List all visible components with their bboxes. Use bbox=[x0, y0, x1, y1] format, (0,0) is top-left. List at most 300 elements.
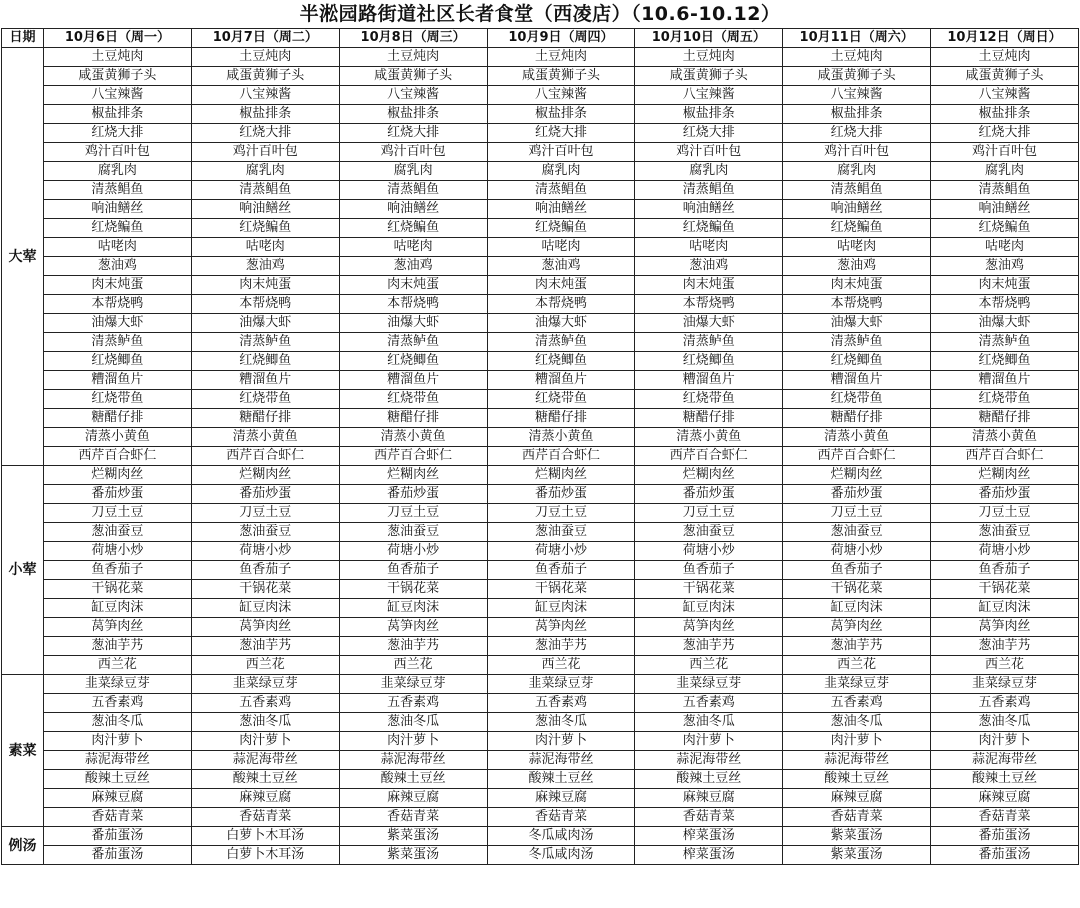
dish-cell: 榨菜蛋汤 bbox=[635, 846, 783, 865]
dish-cell: 糖醋仔排 bbox=[487, 409, 635, 428]
dish-cell: 紫菜蛋汤 bbox=[339, 827, 487, 846]
dish-cell: 葱油芋艿 bbox=[487, 637, 635, 656]
dish-cell: 本帮烧鸭 bbox=[191, 295, 339, 314]
dish-cell: 白萝卜木耳汤 bbox=[191, 827, 339, 846]
dish-cell: 响油鳝丝 bbox=[44, 200, 192, 219]
dish-cell: 红烧大排 bbox=[487, 124, 635, 143]
dish-cell: 土豆炖肉 bbox=[931, 48, 1079, 67]
dish-cell: 西兰花 bbox=[931, 656, 1079, 675]
dish-cell: 缸豆肉沫 bbox=[783, 599, 931, 618]
dish-cell: 鱼香茄子 bbox=[931, 561, 1079, 580]
dish-cell: 糖醋仔排 bbox=[191, 409, 339, 428]
dish-cell: 红烧鳊鱼 bbox=[339, 219, 487, 238]
dish-cell: 肉末炖蛋 bbox=[44, 276, 192, 295]
table-row bbox=[2, 86, 1079, 105]
dish-cell: 鸡汁百叶包 bbox=[783, 143, 931, 162]
dish-cell: 油爆大虾 bbox=[635, 314, 783, 333]
dish-cell: 香菇青菜 bbox=[191, 808, 339, 827]
dish-cell: 八宝辣酱 bbox=[339, 86, 487, 105]
dish-cell: 红烧鲫鱼 bbox=[931, 352, 1079, 371]
dish-cell: 荷塘小炒 bbox=[44, 542, 192, 561]
dish-cell: 五香素鸡 bbox=[783, 694, 931, 713]
dish-cell: 鱼香茄子 bbox=[44, 561, 192, 580]
dish-cell: 葱油蚕豆 bbox=[783, 523, 931, 542]
dish-cell: 韭菜绿豆芽 bbox=[635, 675, 783, 694]
dish-cell: 西兰花 bbox=[44, 656, 192, 675]
dish-cell: 西兰花 bbox=[635, 656, 783, 675]
dish-cell: 咕咾肉 bbox=[931, 238, 1079, 257]
dish-cell: 响油鳝丝 bbox=[931, 200, 1079, 219]
dish-cell: 荷塘小炒 bbox=[635, 542, 783, 561]
dish-cell: 荷塘小炒 bbox=[931, 542, 1079, 561]
dish-cell: 红烧带鱼 bbox=[635, 390, 783, 409]
dish-cell: 莴笋肉丝 bbox=[44, 618, 192, 637]
dish-cell: 糖醋仔排 bbox=[783, 409, 931, 428]
dish-cell: 椒盐排条 bbox=[191, 105, 339, 124]
dish-cell: 油爆大虾 bbox=[191, 314, 339, 333]
dish-cell: 本帮烧鸭 bbox=[783, 295, 931, 314]
dish-cell: 红烧大排 bbox=[191, 124, 339, 143]
dish-cell: 西兰花 bbox=[487, 656, 635, 675]
header-row bbox=[2, 29, 1079, 48]
dish-cell: 红烧鲫鱼 bbox=[44, 352, 192, 371]
dish-cell: 油爆大虾 bbox=[931, 314, 1079, 333]
day-header: 10月6日（周一） bbox=[44, 29, 192, 48]
dish-cell: 红烧带鱼 bbox=[339, 390, 487, 409]
dish-cell: 刀豆土豆 bbox=[931, 504, 1079, 523]
dish-cell: 清蒸鲈鱼 bbox=[339, 333, 487, 352]
dish-cell: 西芹百合虾仁 bbox=[783, 447, 931, 466]
table-row bbox=[2, 561, 1079, 580]
dish-cell: 蒜泥海带丝 bbox=[339, 751, 487, 770]
dish-cell: 番茄炒蛋 bbox=[931, 485, 1079, 504]
dish-cell: 葱油冬瓜 bbox=[44, 713, 192, 732]
dish-cell: 肉末炖蛋 bbox=[339, 276, 487, 295]
dish-cell: 香菇青菜 bbox=[783, 808, 931, 827]
dish-cell: 番茄炒蛋 bbox=[191, 485, 339, 504]
table-row bbox=[2, 580, 1079, 599]
dish-cell: 葱油芋艿 bbox=[44, 637, 192, 656]
dish-cell: 肉汁萝卜 bbox=[44, 732, 192, 751]
day-header: 10月9日（周四） bbox=[487, 29, 635, 48]
dish-cell: 麻辣豆腐 bbox=[487, 789, 635, 808]
dish-cell: 红烧鲫鱼 bbox=[635, 352, 783, 371]
dish-cell: 荷塘小炒 bbox=[487, 542, 635, 561]
dish-cell: 蒜泥海带丝 bbox=[44, 751, 192, 770]
dish-cell: 西兰花 bbox=[783, 656, 931, 675]
table-row bbox=[2, 67, 1079, 86]
dish-cell: 五香素鸡 bbox=[635, 694, 783, 713]
dish-cell: 鱼香茄子 bbox=[635, 561, 783, 580]
dish-cell: 肉汁萝卜 bbox=[191, 732, 339, 751]
dish-cell: 咸蛋黄狮子头 bbox=[487, 67, 635, 86]
dish-cell: 糟溜鱼片 bbox=[487, 371, 635, 390]
dish-cell: 烂糊肉丝 bbox=[44, 466, 192, 485]
dish-cell: 土豆炖肉 bbox=[487, 48, 635, 67]
dish-cell: 葱油蚕豆 bbox=[487, 523, 635, 542]
dish-cell: 缸豆肉沫 bbox=[44, 599, 192, 618]
dish-cell: 椒盐排条 bbox=[487, 105, 635, 124]
dish-cell: 西芹百合虾仁 bbox=[44, 447, 192, 466]
dish-cell: 红烧鲫鱼 bbox=[191, 352, 339, 371]
dish-cell: 鸡汁百叶包 bbox=[339, 143, 487, 162]
dish-cell: 烂糊肉丝 bbox=[339, 466, 487, 485]
dish-cell: 五香素鸡 bbox=[191, 694, 339, 713]
table-row bbox=[2, 846, 1079, 865]
table-row bbox=[2, 523, 1079, 542]
dish-cell: 荷塘小炒 bbox=[783, 542, 931, 561]
dish-cell: 葱油鸡 bbox=[635, 257, 783, 276]
dish-cell: 葱油鸡 bbox=[44, 257, 192, 276]
dish-cell: 腐乳肉 bbox=[783, 162, 931, 181]
dish-cell: 响油鳝丝 bbox=[339, 200, 487, 219]
dish-cell: 韭菜绿豆芽 bbox=[487, 675, 635, 694]
table-row bbox=[2, 599, 1079, 618]
dish-cell: 香菇青菜 bbox=[487, 808, 635, 827]
dish-cell: 土豆炖肉 bbox=[44, 48, 192, 67]
dish-cell: 麻辣豆腐 bbox=[635, 789, 783, 808]
dish-cell: 莴笋肉丝 bbox=[931, 618, 1079, 637]
dish-cell: 红烧鳊鱼 bbox=[635, 219, 783, 238]
dish-cell: 响油鳝丝 bbox=[191, 200, 339, 219]
dish-cell: 肉汁萝卜 bbox=[931, 732, 1079, 751]
dish-cell: 鸡汁百叶包 bbox=[191, 143, 339, 162]
dish-cell: 葱油芋艿 bbox=[339, 637, 487, 656]
dish-cell: 西芹百合虾仁 bbox=[339, 447, 487, 466]
dish-cell: 葱油鸡 bbox=[191, 257, 339, 276]
dish-cell: 香菇青菜 bbox=[44, 808, 192, 827]
dish-cell: 椒盐排条 bbox=[339, 105, 487, 124]
dish-cell: 韭菜绿豆芽 bbox=[339, 675, 487, 694]
dish-cell: 油爆大虾 bbox=[339, 314, 487, 333]
dish-cell: 香菇青菜 bbox=[931, 808, 1079, 827]
dish-cell: 葱油冬瓜 bbox=[339, 713, 487, 732]
dish-cell: 韭菜绿豆芽 bbox=[783, 675, 931, 694]
dish-cell: 本帮烧鸭 bbox=[44, 295, 192, 314]
dish-cell: 肉汁萝卜 bbox=[635, 732, 783, 751]
dish-cell: 荷塘小炒 bbox=[339, 542, 487, 561]
dish-cell: 烂糊肉丝 bbox=[931, 466, 1079, 485]
table-row bbox=[2, 238, 1079, 257]
table-row bbox=[2, 713, 1079, 732]
dish-cell: 清蒸小黄鱼 bbox=[931, 428, 1079, 447]
dish-cell: 红烧带鱼 bbox=[783, 390, 931, 409]
table-row bbox=[2, 504, 1079, 523]
dish-cell: 糟溜鱼片 bbox=[191, 371, 339, 390]
dish-cell: 西芹百合虾仁 bbox=[191, 447, 339, 466]
dish-cell: 缸豆肉沫 bbox=[339, 599, 487, 618]
dish-cell: 肉末炖蛋 bbox=[783, 276, 931, 295]
dish-cell: 莴笋肉丝 bbox=[191, 618, 339, 637]
dish-cell: 刀豆土豆 bbox=[635, 504, 783, 523]
dish-cell: 蒜泥海带丝 bbox=[635, 751, 783, 770]
dish-cell: 干锅花菜 bbox=[339, 580, 487, 599]
table-row bbox=[2, 162, 1079, 181]
dish-cell: 椒盐排条 bbox=[931, 105, 1079, 124]
dish-cell: 葱油冬瓜 bbox=[931, 713, 1079, 732]
dish-cell: 西芹百合虾仁 bbox=[487, 447, 635, 466]
table-row bbox=[2, 656, 1079, 675]
dish-cell: 清蒸鲈鱼 bbox=[931, 333, 1079, 352]
dish-cell: 腐乳肉 bbox=[635, 162, 783, 181]
dish-cell: 莴笋肉丝 bbox=[487, 618, 635, 637]
dish-cell: 八宝辣酱 bbox=[635, 86, 783, 105]
dish-cell: 本帮烧鸭 bbox=[487, 295, 635, 314]
dish-cell: 刀豆土豆 bbox=[339, 504, 487, 523]
dish-cell: 糖醋仔排 bbox=[339, 409, 487, 428]
table-row bbox=[2, 675, 1079, 694]
category-label: 例汤 bbox=[2, 827, 44, 865]
dish-cell: 红烧带鱼 bbox=[191, 390, 339, 409]
dish-cell: 椒盐排条 bbox=[783, 105, 931, 124]
table-row bbox=[2, 181, 1079, 200]
dish-cell: 清蒸鲳鱼 bbox=[931, 181, 1079, 200]
dish-cell: 鸡汁百叶包 bbox=[487, 143, 635, 162]
dish-cell: 肉末炖蛋 bbox=[191, 276, 339, 295]
dish-cell: 莴笋肉丝 bbox=[635, 618, 783, 637]
dish-cell: 蒜泥海带丝 bbox=[191, 751, 339, 770]
table-row bbox=[2, 827, 1079, 846]
dish-cell: 咕咾肉 bbox=[44, 238, 192, 257]
dish-cell: 清蒸小黄鱼 bbox=[635, 428, 783, 447]
dish-cell: 土豆炖肉 bbox=[635, 48, 783, 67]
dish-cell: 红烧鲫鱼 bbox=[783, 352, 931, 371]
day-header: 10月12日（周日） bbox=[931, 29, 1079, 48]
dish-cell: 腐乳肉 bbox=[191, 162, 339, 181]
dish-cell: 白萝卜木耳汤 bbox=[191, 846, 339, 865]
dish-cell: 红烧鳊鱼 bbox=[44, 219, 192, 238]
dish-cell: 刀豆土豆 bbox=[44, 504, 192, 523]
dish-cell: 清蒸小黄鱼 bbox=[339, 428, 487, 447]
category-label: 素菜 bbox=[2, 675, 44, 827]
dish-cell: 八宝辣酱 bbox=[487, 86, 635, 105]
dish-cell: 清蒸鲳鱼 bbox=[339, 181, 487, 200]
dish-cell: 酸辣土豆丝 bbox=[339, 770, 487, 789]
table-row bbox=[2, 276, 1079, 295]
dish-cell: 腐乳肉 bbox=[487, 162, 635, 181]
dish-cell: 腐乳肉 bbox=[44, 162, 192, 181]
dish-cell: 韭菜绿豆芽 bbox=[44, 675, 192, 694]
dish-cell: 红烧大排 bbox=[783, 124, 931, 143]
day-header: 10月8日（周三） bbox=[339, 29, 487, 48]
day-header: 10月7日（周二） bbox=[191, 29, 339, 48]
dish-cell: 西芹百合虾仁 bbox=[635, 447, 783, 466]
dish-cell: 肉汁萝卜 bbox=[339, 732, 487, 751]
dish-cell: 本帮烧鸭 bbox=[635, 295, 783, 314]
table-row bbox=[2, 466, 1079, 485]
table-row bbox=[2, 390, 1079, 409]
dish-cell: 响油鳝丝 bbox=[783, 200, 931, 219]
page-title: 半淞园路街道社区长者食堂（西凌店）（10.6-10.12） bbox=[299, 3, 781, 25]
dish-cell: 荷塘小炒 bbox=[191, 542, 339, 561]
dish-cell: 番茄蛋汤 bbox=[931, 846, 1079, 865]
dish-cell: 肉末炖蛋 bbox=[931, 276, 1079, 295]
dish-cell: 缸豆肉沫 bbox=[487, 599, 635, 618]
dish-cell: 番茄炒蛋 bbox=[635, 485, 783, 504]
table-row bbox=[2, 105, 1079, 124]
dish-cell: 红烧鲫鱼 bbox=[339, 352, 487, 371]
dish-cell: 干锅花菜 bbox=[635, 580, 783, 599]
dish-cell: 烂糊肉丝 bbox=[783, 466, 931, 485]
dish-cell: 清蒸小黄鱼 bbox=[487, 428, 635, 447]
table-row bbox=[2, 618, 1079, 637]
dish-cell: 清蒸鲈鱼 bbox=[635, 333, 783, 352]
dish-cell: 红烧鳊鱼 bbox=[783, 219, 931, 238]
dish-cell: 鸡汁百叶包 bbox=[931, 143, 1079, 162]
dish-cell: 酸辣土豆丝 bbox=[191, 770, 339, 789]
table-row bbox=[2, 409, 1079, 428]
dish-cell: 烂糊肉丝 bbox=[487, 466, 635, 485]
dish-cell: 清蒸鲳鱼 bbox=[635, 181, 783, 200]
dish-cell: 西兰花 bbox=[339, 656, 487, 675]
dish-cell: 西芹百合虾仁 bbox=[931, 447, 1079, 466]
dish-cell: 土豆炖肉 bbox=[783, 48, 931, 67]
dish-cell: 番茄炒蛋 bbox=[783, 485, 931, 504]
table-row bbox=[2, 428, 1079, 447]
dish-cell: 葱油鸡 bbox=[339, 257, 487, 276]
dish-cell: 葱油芋艿 bbox=[191, 637, 339, 656]
dish-cell: 咕咾肉 bbox=[783, 238, 931, 257]
table-row bbox=[2, 219, 1079, 238]
dish-cell: 缸豆肉沫 bbox=[931, 599, 1079, 618]
dish-cell: 腐乳肉 bbox=[931, 162, 1079, 181]
dish-cell: 番茄炒蛋 bbox=[44, 485, 192, 504]
dish-cell: 酸辣土豆丝 bbox=[931, 770, 1079, 789]
dish-cell: 咸蛋黄狮子头 bbox=[339, 67, 487, 86]
dish-cell: 咕咾肉 bbox=[487, 238, 635, 257]
dish-cell: 五香素鸡 bbox=[339, 694, 487, 713]
day-header: 10月10日（周五） bbox=[635, 29, 783, 48]
dish-cell: 咕咾肉 bbox=[635, 238, 783, 257]
dish-cell: 紫菜蛋汤 bbox=[783, 827, 931, 846]
dish-cell: 干锅花菜 bbox=[191, 580, 339, 599]
dish-cell: 糖醋仔排 bbox=[635, 409, 783, 428]
table-row bbox=[2, 732, 1079, 751]
dish-cell: 麻辣豆腐 bbox=[783, 789, 931, 808]
dish-cell: 鱼香茄子 bbox=[191, 561, 339, 580]
dish-cell: 清蒸小黄鱼 bbox=[44, 428, 192, 447]
dish-cell: 香菇青菜 bbox=[635, 808, 783, 827]
table-row bbox=[2, 352, 1079, 371]
dish-cell: 葱油鸡 bbox=[931, 257, 1079, 276]
dish-cell: 葱油冬瓜 bbox=[783, 713, 931, 732]
dish-cell: 烂糊肉丝 bbox=[635, 466, 783, 485]
dish-cell: 缸豆肉沫 bbox=[635, 599, 783, 618]
dish-cell: 清蒸鲈鱼 bbox=[487, 333, 635, 352]
dish-cell: 麻辣豆腐 bbox=[44, 789, 192, 808]
dish-cell: 葱油冬瓜 bbox=[191, 713, 339, 732]
table-row bbox=[2, 124, 1079, 143]
dish-cell: 五香素鸡 bbox=[931, 694, 1079, 713]
table-row bbox=[2, 789, 1079, 808]
dish-cell: 麻辣豆腐 bbox=[191, 789, 339, 808]
table-row bbox=[2, 751, 1079, 770]
table-row bbox=[2, 257, 1079, 276]
dish-cell: 咸蛋黄狮子头 bbox=[44, 67, 192, 86]
dish-cell: 清蒸鲳鱼 bbox=[487, 181, 635, 200]
dish-cell: 紫菜蛋汤 bbox=[783, 846, 931, 865]
dish-cell: 土豆炖肉 bbox=[191, 48, 339, 67]
dish-cell: 韭菜绿豆芽 bbox=[931, 675, 1079, 694]
table-row bbox=[2, 314, 1079, 333]
table-row bbox=[2, 143, 1079, 162]
dish-cell: 肉汁萝卜 bbox=[783, 732, 931, 751]
dish-cell: 五香素鸡 bbox=[44, 694, 192, 713]
dish-cell: 肉末炖蛋 bbox=[635, 276, 783, 295]
dish-cell: 刀豆土豆 bbox=[487, 504, 635, 523]
dish-cell: 八宝辣酱 bbox=[931, 86, 1079, 105]
dish-cell: 缸豆肉沫 bbox=[191, 599, 339, 618]
dish-cell: 腐乳肉 bbox=[339, 162, 487, 181]
table-row bbox=[2, 447, 1079, 466]
dish-cell: 酸辣土豆丝 bbox=[44, 770, 192, 789]
dish-cell: 葱油芋艿 bbox=[635, 637, 783, 656]
dish-cell: 红烧带鱼 bbox=[44, 390, 192, 409]
table-row bbox=[2, 770, 1079, 789]
dish-cell: 红烧大排 bbox=[44, 124, 192, 143]
table-row bbox=[2, 808, 1079, 827]
dish-cell: 油爆大虾 bbox=[783, 314, 931, 333]
dish-cell: 八宝辣酱 bbox=[44, 86, 192, 105]
table-row bbox=[2, 637, 1079, 656]
dish-cell: 葱油芋艿 bbox=[783, 637, 931, 656]
dish-cell: 韭菜绿豆芽 bbox=[191, 675, 339, 694]
dish-cell: 红烧鳊鱼 bbox=[931, 219, 1079, 238]
dish-cell: 鸡汁百叶包 bbox=[44, 143, 192, 162]
dish-cell: 刀豆土豆 bbox=[191, 504, 339, 523]
dish-cell: 响油鳝丝 bbox=[635, 200, 783, 219]
dish-cell: 干锅花菜 bbox=[44, 580, 192, 599]
table-row bbox=[2, 333, 1079, 352]
dish-cell: 油爆大虾 bbox=[487, 314, 635, 333]
dish-cell: 肉末炖蛋 bbox=[487, 276, 635, 295]
table-row bbox=[2, 542, 1079, 561]
dish-cell: 烂糊肉丝 bbox=[191, 466, 339, 485]
dish-cell: 番茄炒蛋 bbox=[339, 485, 487, 504]
dish-cell: 鱼香茄子 bbox=[339, 561, 487, 580]
dish-cell: 莴笋肉丝 bbox=[783, 618, 931, 637]
dish-cell: 鸡汁百叶包 bbox=[635, 143, 783, 162]
table-row bbox=[2, 371, 1079, 390]
day-header: 10月11日（周六） bbox=[783, 29, 931, 48]
dish-cell: 香菇青菜 bbox=[339, 808, 487, 827]
dish-cell: 鱼香茄子 bbox=[783, 561, 931, 580]
dish-cell: 酸辣土豆丝 bbox=[487, 770, 635, 789]
table-row bbox=[2, 48, 1079, 67]
dish-cell: 咕咾肉 bbox=[191, 238, 339, 257]
dish-cell: 清蒸鲈鱼 bbox=[783, 333, 931, 352]
dish-cell: 清蒸小黄鱼 bbox=[191, 428, 339, 447]
dish-cell: 油爆大虾 bbox=[44, 314, 192, 333]
dish-cell: 红烧大排 bbox=[339, 124, 487, 143]
dish-cell: 糟溜鱼片 bbox=[339, 371, 487, 390]
dish-cell: 八宝辣酱 bbox=[783, 86, 931, 105]
dish-cell: 葱油冬瓜 bbox=[635, 713, 783, 732]
dish-cell: 葱油蚕豆 bbox=[931, 523, 1079, 542]
dish-cell: 八宝辣酱 bbox=[191, 86, 339, 105]
dish-cell: 葱油鸡 bbox=[487, 257, 635, 276]
dish-cell: 干锅花菜 bbox=[487, 580, 635, 599]
table-row bbox=[2, 200, 1079, 219]
dish-cell: 冬瓜咸肉汤 bbox=[487, 846, 635, 865]
weekly-menu-table bbox=[1, 28, 1079, 865]
dish-cell: 冬瓜咸肉汤 bbox=[487, 827, 635, 846]
dish-cell: 咸蛋黄狮子头 bbox=[783, 67, 931, 86]
dish-cell: 葱油蚕豆 bbox=[635, 523, 783, 542]
dish-cell: 红烧鳊鱼 bbox=[191, 219, 339, 238]
dish-cell: 酸辣土豆丝 bbox=[635, 770, 783, 789]
dish-cell: 蒜泥海带丝 bbox=[783, 751, 931, 770]
